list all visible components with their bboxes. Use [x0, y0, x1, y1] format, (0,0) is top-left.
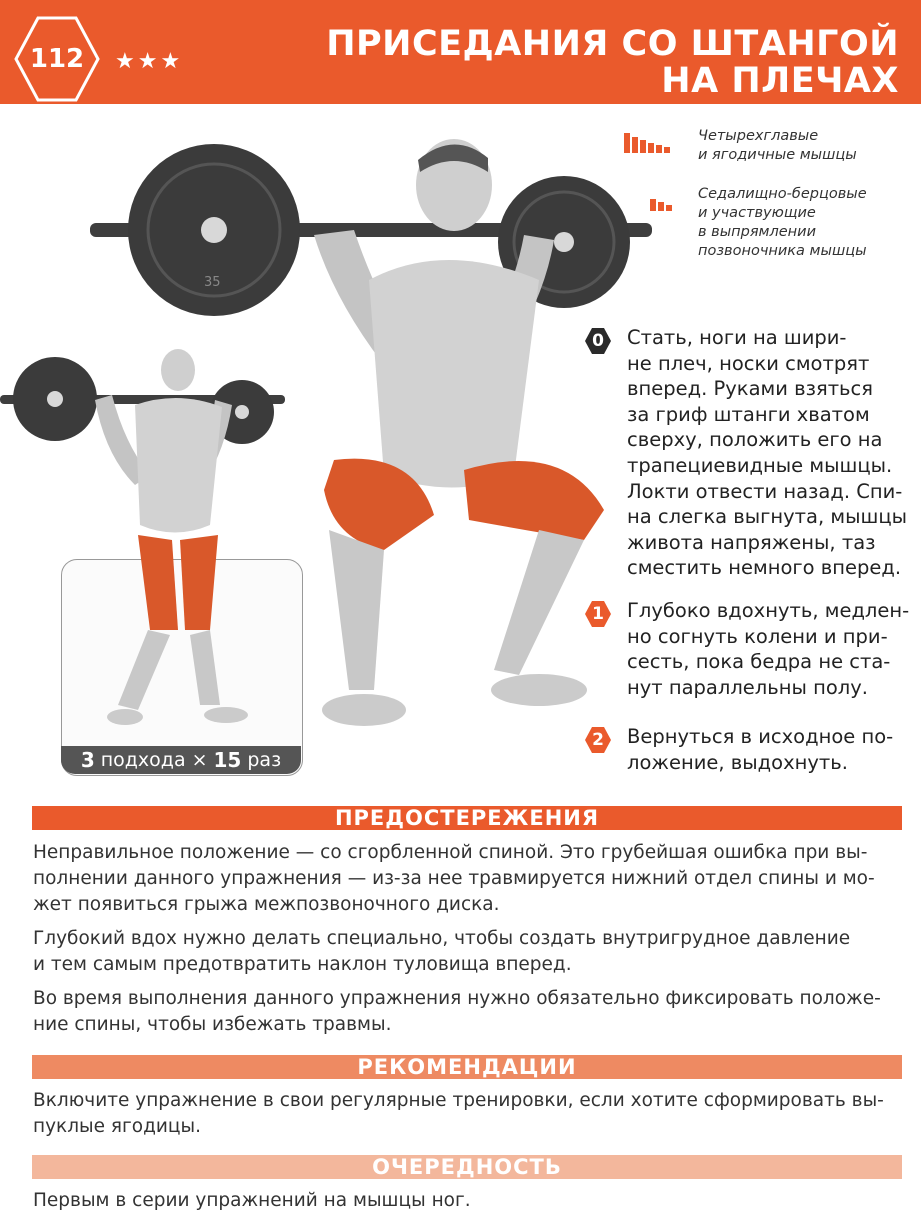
legend-label: Четырехглавые и ягодичные мышцы	[698, 128, 857, 163]
warnings-paragraph-1: Неправильное положение — со сгорбленной спиной. Это грубейшая ошибка при вы- полнении данного упражнения — из-за нее травмируется нижний отдел спины и мо- жет появиться грыжа межпозвоночного диска.	[33, 842, 875, 915]
standing-figure-illustration	[0, 345, 300, 745]
step-number: 1	[592, 604, 604, 624]
legend-label: Седалищно-берцовые и участвующие в выпрямлении позвоночника мышцы	[698, 186, 867, 259]
recommendations-paragraph: Включите упражнение в свои регулярные тренировки, если хотите сформировать вы- пуклые ягодицы.	[33, 1090, 884, 1137]
step-badge-2	[584, 726, 612, 754]
page-number-badge	[14, 16, 100, 102]
warnings-paragraph-2: Глубокий вдох нужно делать специально, чтобы создать внутригрудное давление и тем самым предотвратить наклон туловища вперед.	[33, 928, 851, 975]
sets-reps-label	[61, 746, 301, 774]
sets-word: подхода	[100, 749, 186, 771]
title-line-2: НА ПЛЕЧАХ	[661, 61, 899, 101]
step-text: Вернуться в исходное по- ложение, выдохнуть.	[627, 725, 894, 774]
warnings-paragraph-3: Во время выполнения данного упражнения нужно обязательно фиксировать положе- ние спины, чтобы избежать травмы.	[33, 988, 881, 1035]
step-number: 2	[592, 730, 604, 750]
page-title	[326, 26, 899, 100]
difficulty-stars: ★★★	[115, 49, 184, 74]
order-paragraph: Первым в серии упражнений на мышцы ног.	[33, 1190, 471, 1211]
order-heading: ОЧЕРЕДНОСТЬ	[32, 1155, 902, 1179]
warnings-heading: ПРЕДОСТЕРЕЖЕНИЯ	[32, 806, 902, 830]
recommendations-heading: РЕКОМЕНДАЦИИ	[32, 1055, 902, 1079]
plate-label: 35	[204, 275, 221, 290]
page-number: 112	[29, 44, 85, 74]
step-badge-1	[584, 600, 612, 628]
step-number: 0	[592, 331, 604, 351]
step-text: Стать, ноги на шири- не плеч, носки смотрят вперед. Руками взяться за гриф штанги хватом сверху, положить его на трапециевидные мышцы. Локти отвести назад. Спи- на слегка выгнута, мышцы живота напряжены, таз сместить немного вперед.	[627, 326, 907, 580]
times-sign: ×	[191, 749, 208, 771]
reps-word: раз	[247, 749, 282, 771]
step-text: Глубоко вдохнуть, медлен- но согнуть колени и при- сесть, пока бедра не ста- нут параллельны полу.	[627, 599, 910, 699]
reps-count: 15	[213, 748, 242, 772]
title-line-1: ПРИСЕДАНИЯ СО ШТАНГОЙ	[326, 24, 899, 64]
sets-count: 3	[80, 748, 95, 772]
step-badge-0	[584, 327, 612, 355]
